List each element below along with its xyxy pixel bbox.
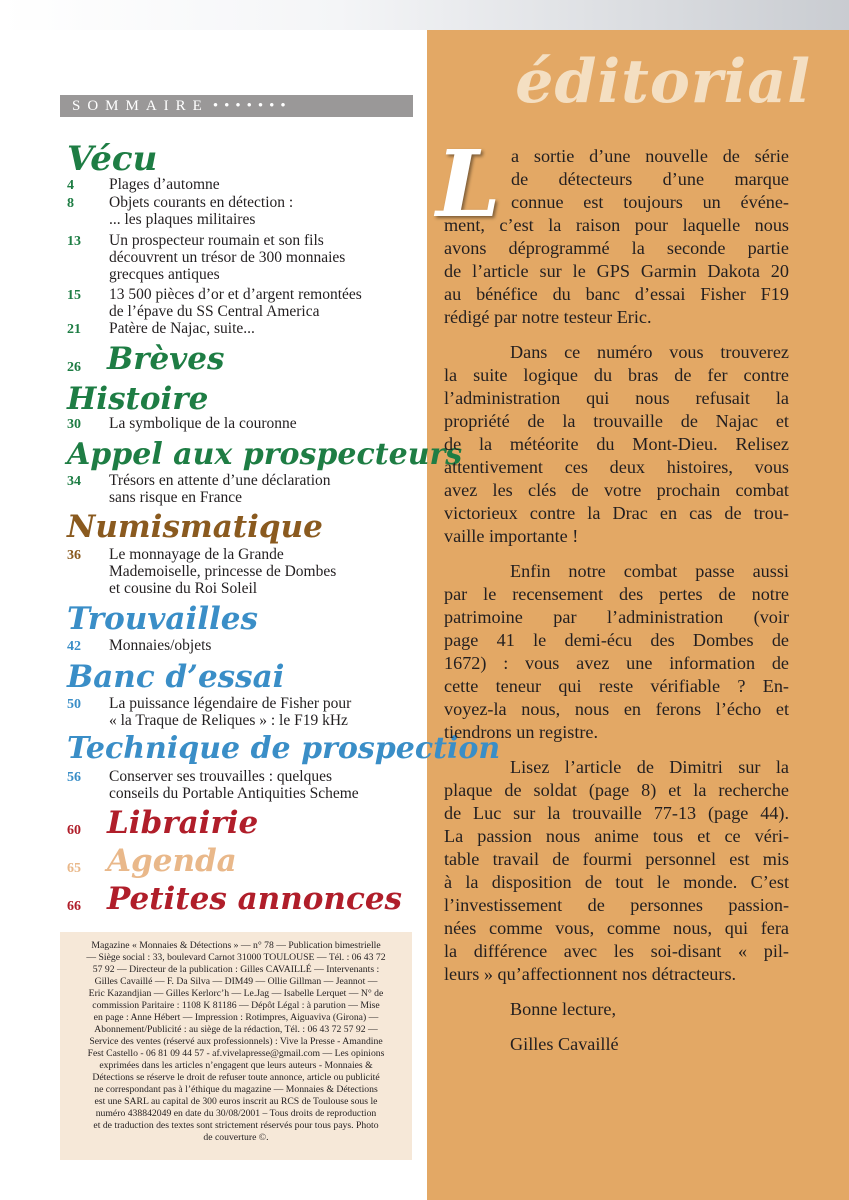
section-technique-de-prospection: Technique de prospection [67, 731, 501, 766]
section-banc-d-essai: Banc d’essai [67, 659, 285, 695]
section-librairie: Librairie [107, 805, 259, 841]
article-line: leurs » qu’affectionnent nos détracteurs. [444, 964, 737, 984]
article-line: la suite logique du bras de fer contre [444, 365, 789, 385]
article-line: tiendrons un registre. [444, 722, 599, 742]
drop-cap: L [436, 130, 501, 238]
toc-entry-line: grecques antiques [109, 266, 220, 283]
toc-entry [109, 768, 409, 802]
colophon-line: en page : Anne Hébert — Impression : Rotimpres, Aiguaviva (Girona) — [93, 1012, 379, 1023]
toc-entry-line: de l’épave du SS Central America [109, 303, 320, 320]
article-line: patrimoine par l’administration (voir [444, 607, 789, 627]
article-line: 1672) : vous avez une information de [444, 653, 789, 673]
article-line: connue est toujours un événe- [511, 192, 789, 212]
article-line: l’investissement de personnes passion- [444, 895, 789, 915]
toc-entry [109, 472, 409, 506]
article-line: nées comme vous, comme nous, qui fera [444, 918, 789, 938]
colophon-line: exprimées dans les articles n’engagent que leurs auteurs - Monnaies & [99, 1060, 373, 1071]
article-line: ment, c’est la raison pour laquelle nous [444, 215, 789, 235]
page-number: 65 [67, 861, 81, 876]
sommaire-dots: ••••••• [212, 98, 292, 114]
article-line: Lisez l’article de Dimitri sur la [510, 757, 789, 777]
article-closing: Bonne lecture, [510, 999, 617, 1019]
section-vecu: Vécu [67, 139, 158, 179]
article-line: de la météorite du Mont-Dieu. Relisez [444, 434, 789, 454]
colophon-line: Eric Kazandjian — Gilles Kerlorc’h — Le.Jag — Isabelle Lerquet — N° de [88, 988, 384, 999]
toc-entry-line: Mademoiselle, princesse de Dombes [109, 563, 337, 580]
toc-entry-line: Patère de Najac, suite... [109, 320, 255, 337]
section-numismatique: Numismatique [67, 509, 323, 545]
page-number: 4 [67, 178, 74, 193]
top-gradient-band [0, 0, 849, 30]
article-line: au bénéfice du banc d’essai Fisher F19 [444, 284, 789, 304]
article-line: propriété de la trouvaille de Najac et [444, 411, 789, 431]
page-number: 8 [67, 196, 74, 211]
colophon [60, 932, 412, 1160]
toc-entry-line: conseils du Portable Antiquities Scheme [109, 785, 359, 802]
section-trouvailles: Trouvailles [67, 601, 258, 637]
article-line: de Luc sur la trouvaille 77-13 (page 44). [444, 803, 789, 823]
toc-entry-line: Trésors en attente d’une déclaration [109, 472, 331, 489]
article-line: plaque de soldat (page 8) et la recherche [444, 780, 789, 800]
toc-entry [109, 415, 409, 432]
toc-entry [109, 637, 409, 654]
page-number: 42 [67, 639, 81, 654]
page-number: 50 [67, 697, 81, 712]
section-histoire: Histoire [67, 381, 209, 417]
page-number: 66 [67, 899, 81, 914]
toc-entry [109, 286, 409, 320]
colophon-line: — Siège social : 33, boulevard Carnot 31000 TOULOUSE — Tél. : 06 43 72 [86, 952, 386, 963]
sommaire-header [60, 95, 413, 117]
article-line: attentivement ces deux histoires, vous [444, 457, 789, 477]
article-line: page 41 le demi-écu des Dombes de [444, 630, 789, 650]
colophon-line: Gilles Cavaillé — F. Da Silva — DIM49 — Ollie Gillman — Jeannot — [94, 976, 378, 987]
toc-entry-line: 13 500 pièces d’or et d’argent remontées [109, 286, 362, 303]
toc-entry [109, 320, 409, 337]
article-line: de détecteurs d’une marque [511, 169, 789, 189]
page-number: 13 [67, 234, 81, 249]
article-line: voyez-la nous, nous en ferons l’écho et [444, 699, 789, 719]
toc-entry [109, 194, 409, 228]
colophon-line: Service des ventes (réservé aux professionnels) : Vive la Presse - Amandine [89, 1036, 383, 1047]
article-line: vaille importante ! [444, 526, 579, 546]
article-line: avons déprogrammé la seconde partie [444, 238, 789, 258]
section-petites-annonces: Petites annonces [107, 881, 403, 917]
section-appel-aux-prospecteurs: Appel aux prospecteurs [67, 437, 463, 472]
page-number: 34 [67, 474, 81, 489]
section-breves: Brèves [107, 341, 225, 377]
toc-entry [109, 546, 409, 597]
article-line: avez les clés de votre prochain combat [444, 480, 789, 500]
toc-entry [109, 232, 409, 283]
article-line: de l’article sur le GPS Garmin Dakota 20 [444, 261, 789, 281]
page-number: 36 [67, 548, 81, 563]
toc-entry-line: Plages d’automne [109, 176, 220, 193]
toc-entry-line: et cousine du Roi Soleil [109, 580, 258, 597]
colophon-line: Magazine « Monnaies & Détections » — n° 78 — Publication bimestrielle [91, 940, 381, 951]
colophon-line: et de traduction des textes sont strictement réservés pour tous pays. Photo [93, 1120, 379, 1131]
toc-entry-line: Monnaies/objets [109, 637, 212, 654]
editorial-title: éditorial [515, 47, 811, 117]
article-line: rédigé par notre testeur Eric. [444, 307, 652, 327]
toc-entry-line: Un prospecteur roumain et son fils [109, 232, 324, 249]
article-line: Dans ce numéro vous trouverez [510, 342, 789, 362]
toc-entry-line: sans risque en France [109, 489, 242, 506]
page-number: 21 [67, 322, 81, 337]
colophon-line: commission Paritaire : 1108 K 81186 — Dépôt Légal : à parution — Mise [92, 1000, 380, 1011]
article-line: victorieux contre la Drac en cas de trou- [444, 503, 789, 523]
toc-entry [109, 176, 409, 193]
article-line: la différence avec les soi-disant « pil- [444, 941, 789, 961]
page-number: 30 [67, 417, 81, 432]
colophon-line: Fest Castello - 06 81 09 44 57 - af.vivelapresse@gmail.com — Les opinions [87, 1048, 385, 1059]
toc-entry-line: « la Traque de Reliques » : le F19 kHz [109, 712, 348, 729]
article-line: cette teneur qui reste vérifiable ? En- [444, 676, 789, 696]
colophon-line: Détections se réserve le droit de refuser toute annonce, article ou publicité [92, 1072, 380, 1083]
colophon-line: 57 92 — Directeur de la publication : Gilles CAVAILLÉ — Intervenants : [92, 964, 380, 975]
page-number: 60 [67, 823, 81, 838]
toc-entry-line: La symbolique de la couronne [109, 415, 297, 432]
colophon-line: Abonnement/Publicité : au siège de la rédaction, Tél. : 06 43 72 57 92 — [94, 1024, 378, 1035]
editorial-article [444, 145, 789, 1056]
colophon-line: est une SARL au capital de 300 euros inscrit au RCS de Toulouse sous le [94, 1096, 378, 1107]
toc-entry-line: Objets courants en détection : [109, 194, 294, 211]
article-line: table travail de fourmi personnel est mis [444, 849, 789, 869]
colophon-line: numéro 438842049 en date du 30/08/2001 – Tous droits de reproduction [95, 1108, 377, 1119]
toc-entry-line: La puissance légendaire de Fisher pour [109, 695, 352, 712]
toc-entry-line: Conserver ses trouvailles : quelques [109, 768, 332, 785]
article-signature: Gilles Cavaillé [510, 1034, 619, 1054]
article-line: La passion nous anime tous et ce véri- [444, 826, 789, 846]
page-number: 26 [67, 360, 81, 375]
colophon-line: ne correspondant pas à l’éthique du magazine — Monnaies & Détections [94, 1084, 378, 1095]
article-line: à la disposition de tout le monde. C’est [444, 872, 789, 892]
toc-entry [109, 695, 409, 729]
article-line: Enfin notre combat passe aussi [510, 561, 789, 581]
toc-entry-line: Le monnayage de la Grande [109, 546, 284, 563]
page-number: 56 [67, 770, 81, 785]
article-line: l’administration qui nous refusait la [444, 388, 789, 408]
colophon-line: de couverture ©. [203, 1132, 269, 1143]
page-number: 15 [67, 288, 81, 303]
toc-entry-line: découvrent un trésor de 300 monnaies [109, 249, 346, 266]
section-agenda: Agenda [107, 843, 237, 879]
article-line: par le recensement des pertes de notre [444, 584, 789, 604]
article-line: a sortie d’une nouvelle de série [511, 146, 789, 166]
sommaire-label: SOMMAIRE [72, 98, 209, 114]
toc-entry-line: ... les plaques militaires [109, 211, 256, 228]
